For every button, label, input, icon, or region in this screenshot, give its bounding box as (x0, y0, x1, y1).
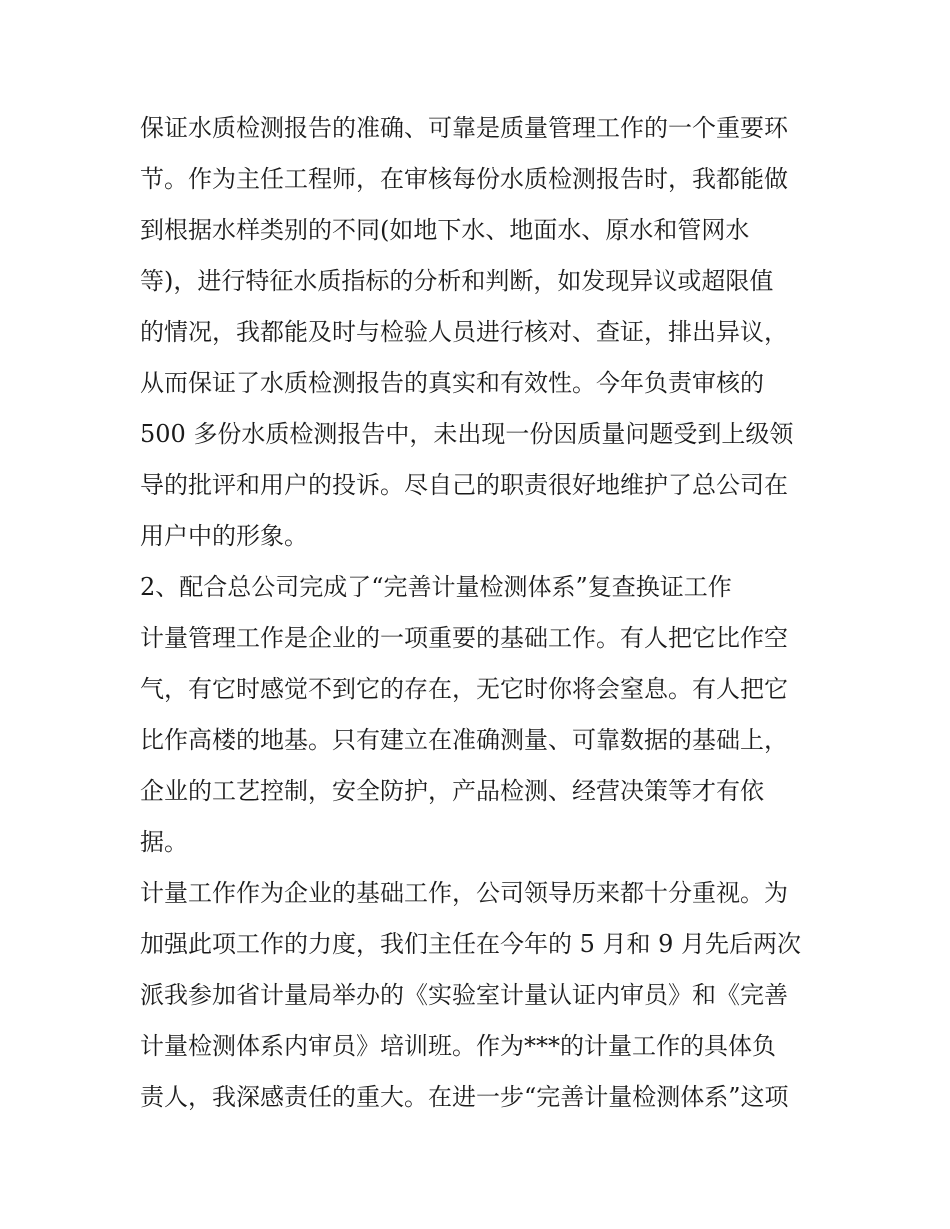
text-line: 派我参加省计量局举办的《实验室计量认证内审员》和《完善 (140, 981, 788, 1009)
text-line: 气，有它时感觉不到它的存在，无它时你将会窒息。有人把它 (140, 675, 788, 703)
text-line: 计量检测体系内审员》培训班。作为***的计量工作的具体负 (140, 1032, 776, 1060)
text-line: 到根据水样类别的不同(如地下水、地面水、原水和管网水 (140, 216, 750, 244)
text-line: 保证水质检测报告的准确、可靠是质量管理工作的一个重要环 (140, 114, 788, 142)
text-line: 企业的工艺控制，安全防护，产品检测、经营决策等才有依 (140, 777, 764, 805)
text-line: 计量管理工作是企业的一项重要的基础工作。有人把它比作空 (140, 624, 788, 652)
text-line: 从而保证了水质检测报告的真实和有效性。今年负责审核的 (140, 369, 764, 397)
text-line: 导的批评和用户的投诉。尽自己的职责很好地维护了总公司在 (140, 471, 788, 499)
text-line: 节。作为主任工程师，在审核每份水质检测报告时，我都能做 (140, 165, 788, 193)
text-line: 据。 (140, 828, 188, 856)
text-line: 责人，我深感责任的重大。在进一步“完善计量检测体系”这项 (140, 1083, 789, 1111)
text-line: 500 多份水质检测报告中，未出现一份因质量问题受到上级领 (140, 420, 794, 448)
document-body (140, 103, 820, 1123)
text-line: 加强此项工作的力度，我们主任在今年的 5 月和 9 月先后两次 (140, 930, 802, 958)
text-line: 等)，进行特征水质指标的分析和判断，如发现异议或超限值 (140, 267, 774, 295)
section-heading: 2、配合总公司完成了“完善计量检测体系”复查换证工作 (140, 573, 732, 601)
text-line: 比作高楼的地基。只有建立在准确测量、可靠数据的基础上， (140, 726, 788, 754)
text-line: 计量工作作为企业的基础工作，公司领导历来都十分重视。为 (140, 879, 788, 907)
text-line: 用户中的形象。 (140, 522, 308, 550)
text-line: 的情况，我都能及时与检验人员进行核对、查证，排出异议， (140, 318, 788, 346)
